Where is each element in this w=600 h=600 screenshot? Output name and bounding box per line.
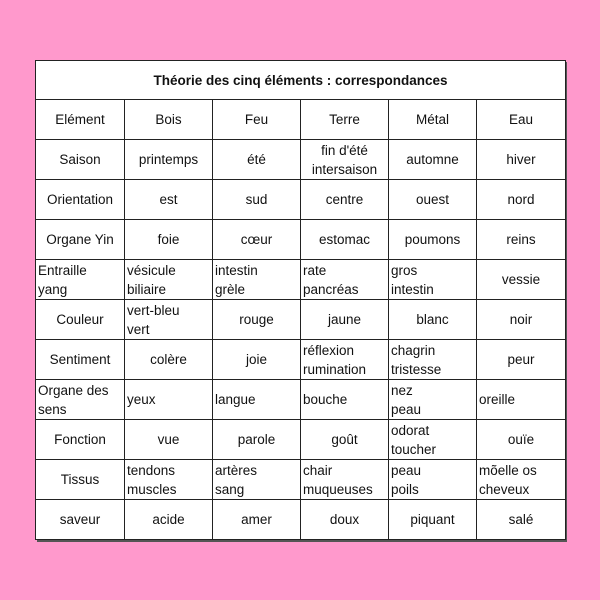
- table-cell: vert-bleu vert: [125, 300, 213, 340]
- table-cell: acide: [125, 500, 213, 540]
- table-cell: noir: [477, 300, 566, 340]
- table-cell: poumons: [389, 220, 477, 260]
- row-header: Organe des sens: [36, 380, 125, 420]
- table-cell: Feu: [213, 100, 301, 140]
- table-title-row: [36, 61, 566, 100]
- table-cell: peur: [477, 340, 566, 380]
- table-cell: mõelle os cheveux: [477, 460, 566, 500]
- table-cell: gros intestin: [389, 260, 477, 300]
- table-cell: chagrin tristesse: [389, 340, 477, 380]
- table-cell: estomac: [301, 220, 389, 260]
- table-cell: goût: [301, 420, 389, 460]
- table-cell: Eau: [477, 100, 566, 140]
- table-cell: nez peau: [389, 380, 477, 420]
- table-cell: colère: [125, 340, 213, 380]
- row-header: Elément: [36, 100, 125, 140]
- table-cell: oreille: [477, 380, 566, 420]
- table-cell: peau poils: [389, 460, 477, 500]
- table-row-organe-des-sens: [36, 380, 566, 420]
- table-row-fonction: [36, 420, 566, 460]
- table-cell: sud: [213, 180, 301, 220]
- table-cell: tendons muscles: [125, 460, 213, 500]
- five-elements-table: [35, 60, 566, 540]
- table-cell: réflexion rumination: [301, 340, 389, 380]
- table-cell: automne: [389, 140, 477, 180]
- row-header: Tissus: [36, 460, 125, 500]
- table-cell: Terre: [301, 100, 389, 140]
- table-row-couleur: [36, 300, 566, 340]
- table-cell: vésicule biliaire: [125, 260, 213, 300]
- table-cell: joie: [213, 340, 301, 380]
- correspondence-sheet: [35, 60, 565, 540]
- table-title: Théorie des cinq éléments : correspondances: [36, 61, 566, 100]
- table-row-entraille-yang: [36, 260, 566, 300]
- table-cell: intestin grèle: [213, 260, 301, 300]
- table-cell: langue: [213, 380, 301, 420]
- table-cell: parole: [213, 420, 301, 460]
- table-cell: piquant: [389, 500, 477, 540]
- row-header: Saison: [36, 140, 125, 180]
- table-row-sentiment: [36, 340, 566, 380]
- table-cell: bouche: [301, 380, 389, 420]
- table-cell: odorat toucher: [389, 420, 477, 460]
- table-cell: foie: [125, 220, 213, 260]
- table-cell: yeux: [125, 380, 213, 420]
- table-row-element: [36, 100, 566, 140]
- table-cell: vue: [125, 420, 213, 460]
- table-cell: rouge: [213, 300, 301, 340]
- table-cell: centre: [301, 180, 389, 220]
- row-header: Sentiment: [36, 340, 125, 380]
- table-cell: est: [125, 180, 213, 220]
- row-header: Couleur: [36, 300, 125, 340]
- row-header: saveur: [36, 500, 125, 540]
- table-cell: ouest: [389, 180, 477, 220]
- table-cell: jaune: [301, 300, 389, 340]
- table-cell: reins: [477, 220, 566, 260]
- table-row-tissus: [36, 460, 566, 500]
- table-row-saison: [36, 140, 566, 180]
- table-cell: amer: [213, 500, 301, 540]
- table-cell: chair muqueuses: [301, 460, 389, 500]
- row-header: Orientation: [36, 180, 125, 220]
- row-header: Fonction: [36, 420, 125, 460]
- table-cell: printemps: [125, 140, 213, 180]
- table-cell: été: [213, 140, 301, 180]
- table-cell: fin d'été intersaison: [301, 140, 389, 180]
- table-cell: ouïe: [477, 420, 566, 460]
- row-header: Organe Yin: [36, 220, 125, 260]
- table-row-saveur: [36, 500, 566, 540]
- table-cell: artères sang: [213, 460, 301, 500]
- table-cell: Métal: [389, 100, 477, 140]
- table-cell: hiver: [477, 140, 566, 180]
- table-cell: salé: [477, 500, 566, 540]
- table-cell: vessie: [477, 260, 566, 300]
- table-cell: blanc: [389, 300, 477, 340]
- table-row-orientation: [36, 180, 566, 220]
- table-row-organe-yin: [36, 220, 566, 260]
- table-cell: Bois: [125, 100, 213, 140]
- table-cell: doux: [301, 500, 389, 540]
- table-cell: rate pancréas: [301, 260, 389, 300]
- table-cell: nord: [477, 180, 566, 220]
- row-header: Entraille yang: [36, 260, 125, 300]
- table-cell: cœur: [213, 220, 301, 260]
